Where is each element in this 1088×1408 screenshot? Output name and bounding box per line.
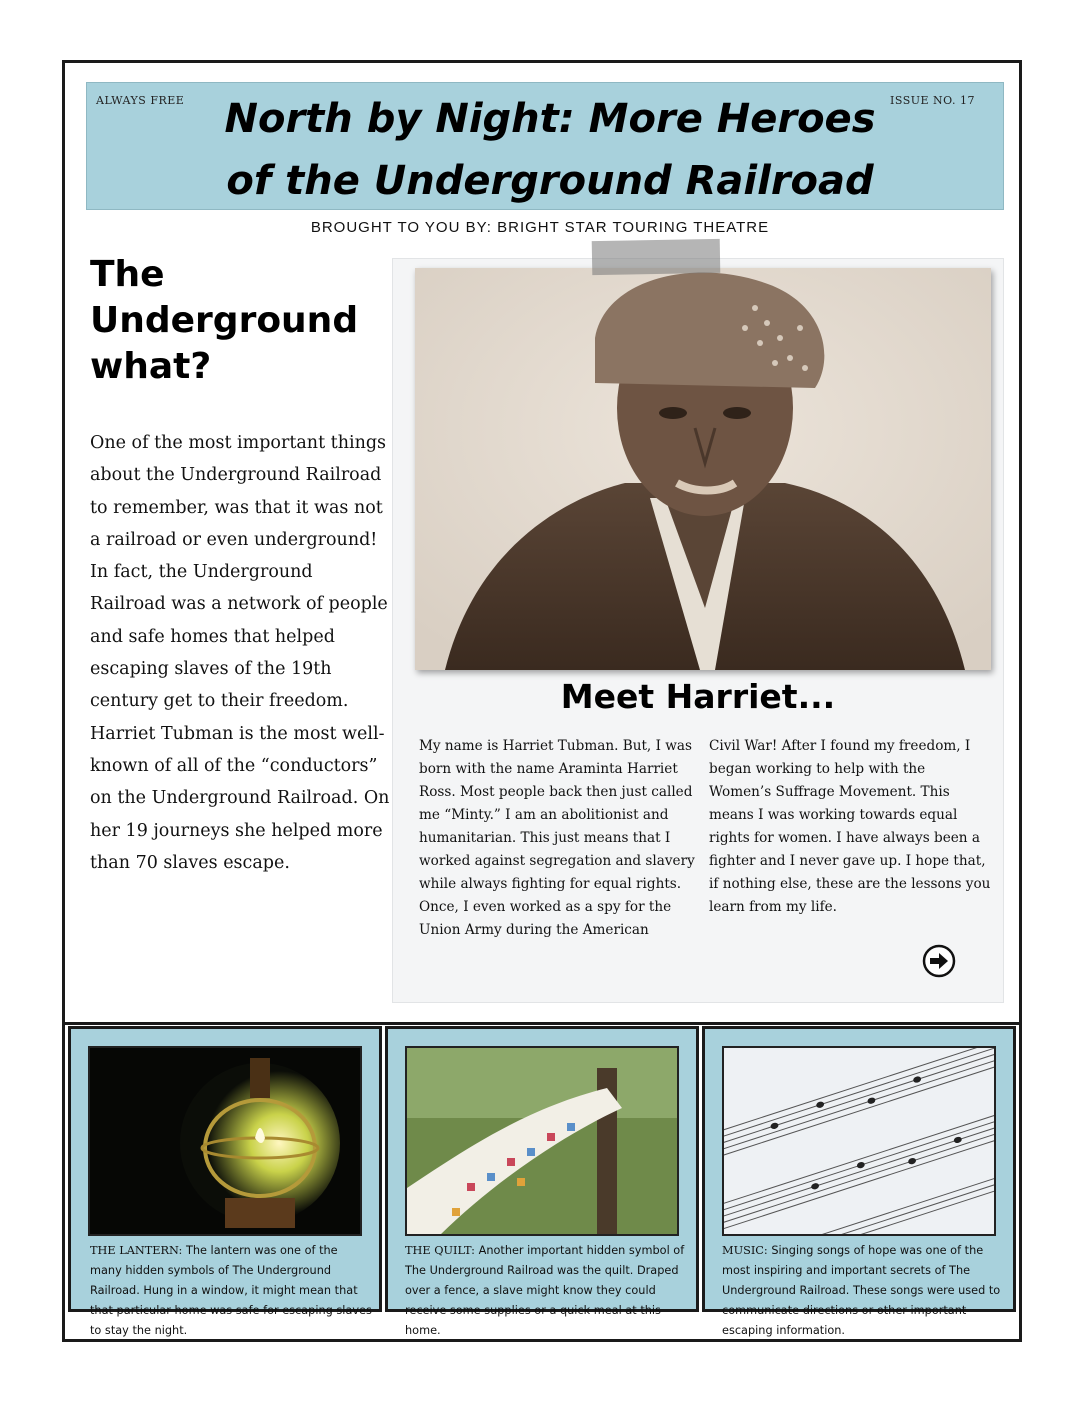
- arrow-right-icon: [922, 944, 956, 978]
- next-arrow-button[interactable]: [922, 944, 956, 978]
- bottom-divider: [62, 1022, 1022, 1025]
- title-line-1: North by Night: More Heroes: [224, 96, 876, 142]
- caption-label: MUSIC:: [722, 1244, 768, 1257]
- caption-quilt: [405, 1241, 687, 1341]
- caption-label: THE LANTERN:: [90, 1244, 183, 1257]
- intro-body: One of the most important things about the Underground Railroad to remember, was that it was not a railroad or even underground! In fact, the Underground Railroad was a network of people and safe homes that helped escaping slaves of the 19th century get to their freedom. Harriet Tubman is the most well-known of all of the “conductors” on the Underground Railroad. On her 19 journeys she helped more than 70 slaves escape.: [90, 433, 390, 873]
- newsletter-title: [200, 88, 900, 212]
- feature-heading: Meet Harriet...: [560, 677, 836, 716]
- bio-column-2: Civil War! After I found my freedom, I began working to help with the Women’s Suffrage Movement. This means I was working towards equal rights for women. I have always been a fighter and I never gave up. I hope that, if nothing else, these are the lessons you learn from my life.: [709, 738, 991, 915]
- caption-text: Singing songs of hope was one of the most inspiring and important secrets of The Underground Railroad. These songs were used to communicate directions or other important escaping information.: [722, 1244, 1001, 1337]
- always-free-tag: ALWAYS FREE: [96, 94, 185, 107]
- article-headline: [90, 252, 390, 390]
- caption-text: The lantern was one of the many hidden symbols of The Underground Railroad. Hung in a window, it might mean that that particular home was safe for escaping slaves to stay the night.: [90, 1244, 372, 1337]
- sheet-music-image: [722, 1046, 996, 1236]
- quilt-image: [405, 1046, 679, 1236]
- headline-line-1: The: [90, 254, 165, 295]
- caption-text: Another important hidden symbol of The Underground Railroad was the quilt. Draped over a fence, a slave might know they could receive some supplies or a quick meal at this home.: [405, 1244, 685, 1337]
- issue-number: ISSUE NO. 17: [890, 94, 976, 107]
- lantern-image: [88, 1046, 362, 1236]
- caption-lantern: [90, 1241, 372, 1341]
- caption-music: [722, 1241, 1004, 1341]
- caption-label: THE QUILT:: [405, 1244, 475, 1257]
- bio-column-1: My name is Harriet Tubman. But, I was born with the name Araminta Harriet Ross. Most people back then just called me “Minty.” I am an abolitionist and humanitarian. This just means that I worked against segregation and slavery while always fighting for equal rights. Once, I even worked as a spy for the Union Army during the American: [419, 738, 695, 938]
- tape-strip: [592, 239, 721, 275]
- title-line-2: of the Underground Railroad: [226, 158, 874, 204]
- headline-line-3: what?: [90, 346, 212, 387]
- harriet-portrait: [415, 268, 991, 670]
- byline: BROUGHT TO YOU BY: BRIGHT STAR TOURING THEATRE: [310, 219, 770, 236]
- headline-line-2: Underground: [90, 300, 359, 341]
